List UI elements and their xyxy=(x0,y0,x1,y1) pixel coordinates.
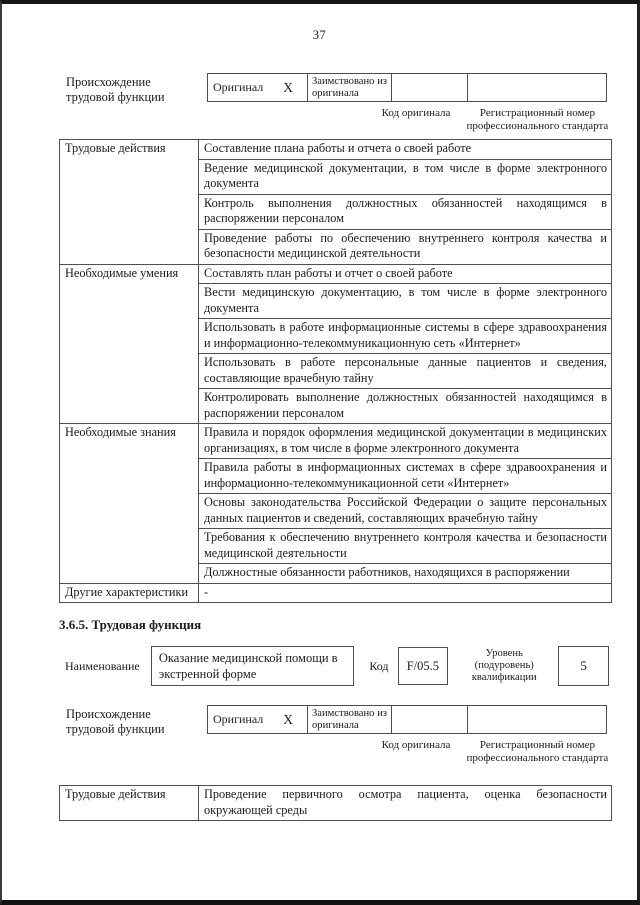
reg-number-empty-cell xyxy=(467,705,607,734)
labor-action-item: Проведение первичного осмотра пациента, оценка безопасности окружающей среды xyxy=(199,786,612,821)
required-skill-item: Составлять план работы и отчет о своей работе xyxy=(199,264,612,284)
original-x-mark: X xyxy=(283,79,293,95)
labor-action-item: Проведение работы по обеспечению внутреннего контроля качества и безопасности медицинской деятельности xyxy=(199,229,612,264)
borrowed-cell: Заимствовано из оригинала xyxy=(307,73,392,102)
required-skill-item: Использовать в работе информационные системы в сфере здравоохранения и информационно-телекоммуникационную сеть «Интернет» xyxy=(199,319,612,354)
code-value-box: F/05.5 xyxy=(398,647,449,685)
row-label-labor-actions: Трудовые действия xyxy=(60,786,199,821)
origin-block-1 xyxy=(59,73,609,132)
table-row xyxy=(60,264,612,284)
reg-number-empty-cell xyxy=(467,73,607,102)
original-cell xyxy=(207,73,308,102)
original-code-caption: Код оригинала xyxy=(381,739,451,751)
original-code-empty-cell xyxy=(391,705,468,734)
code-label: Код xyxy=(369,658,389,673)
row-label-required-knowledge: Необходимые знания xyxy=(60,424,199,584)
page-content xyxy=(2,73,637,821)
reg-number-caption: Регистрационный номер профессионального стандарта xyxy=(466,739,609,764)
table-row xyxy=(60,140,612,160)
required-knowledge-item: Основы законодательства Российской Федерации о защите персональных данных пациентов и сведений, составляющих врачебную тайну xyxy=(199,494,612,529)
required-knowledge-item: Должностные обязанности работников, находящихся в распоряжении xyxy=(199,564,612,584)
labor-action-item: Ведение медицинской документации, в том числе в форме электронного документа xyxy=(199,159,612,194)
labor-actions-table-bottom xyxy=(59,785,612,821)
table-row xyxy=(60,786,612,821)
labor-action-item: Составление плана работы и отчета о своей работе xyxy=(199,140,612,160)
labor-function-name-row xyxy=(59,646,609,686)
required-skill-item: Контролировать выполнение должностных обязанностей находящимся в распоряжении персоналом xyxy=(199,389,612,424)
level-value-box: 5 xyxy=(558,646,609,686)
original-x-mark: X xyxy=(283,711,293,727)
table-row xyxy=(60,583,612,603)
origin-label: Происхождение трудовой функции xyxy=(66,75,165,104)
row-label-other-characteristics: Другие характеристики xyxy=(60,583,199,603)
name-value-box: Оказание медицинской помощи в экстренной форме xyxy=(151,646,354,686)
original-code-empty-cell xyxy=(391,73,468,102)
requirements-table xyxy=(59,139,612,603)
name-label: Наименование xyxy=(65,658,140,673)
required-knowledge-item: Правила работы в информационных системах в сфере здравоохранения и информационно-телекоммуникационной сети «Интернет» xyxy=(199,459,612,494)
required-skill-item: Вести медицинскую документацию, в том числе в форме электронного документа xyxy=(199,284,612,319)
page-number: 37 xyxy=(312,28,327,42)
row-label-labor-actions: Трудовые действия xyxy=(60,140,199,265)
origin-table xyxy=(207,705,607,734)
original-label: Оригинал xyxy=(213,80,264,94)
origin-label: Происхождение трудовой функции xyxy=(66,707,165,736)
required-knowledge-item: Требования к обеспечению внутреннего контроля качества и безопасности медицинской деятельности xyxy=(199,529,612,564)
borrowed-cell: Заимствовано из оригинала xyxy=(307,705,392,734)
original-label: Оригинал xyxy=(213,712,264,726)
original-cell xyxy=(207,705,308,734)
required-knowledge-item: Правила и порядок оформления медицинской документации в медицинских организациях, в том числе в форме электронного документа xyxy=(199,424,612,459)
level-label: Уровень (подуровень) квалификации xyxy=(471,648,537,683)
section-heading: 3.6.5. Трудовая функция xyxy=(59,617,202,632)
original-code-caption: Код оригинала xyxy=(381,107,451,119)
labor-action-item: Контроль выполнения должностных обязанностей находящимся в распоряжении персоналом xyxy=(199,194,612,229)
table-row xyxy=(60,424,612,459)
other-characteristics-value: - xyxy=(199,583,612,603)
row-label-required-skills: Необходимые умения xyxy=(60,264,199,424)
reg-number-caption: Регистрационный номер профессионального стандарта xyxy=(466,107,609,132)
origin-block-2 xyxy=(59,705,609,764)
required-skill-item: Использовать в работе персональные данные пациентов и сведения, составляющие врачебную тайну xyxy=(199,354,612,389)
origin-table xyxy=(207,73,607,102)
